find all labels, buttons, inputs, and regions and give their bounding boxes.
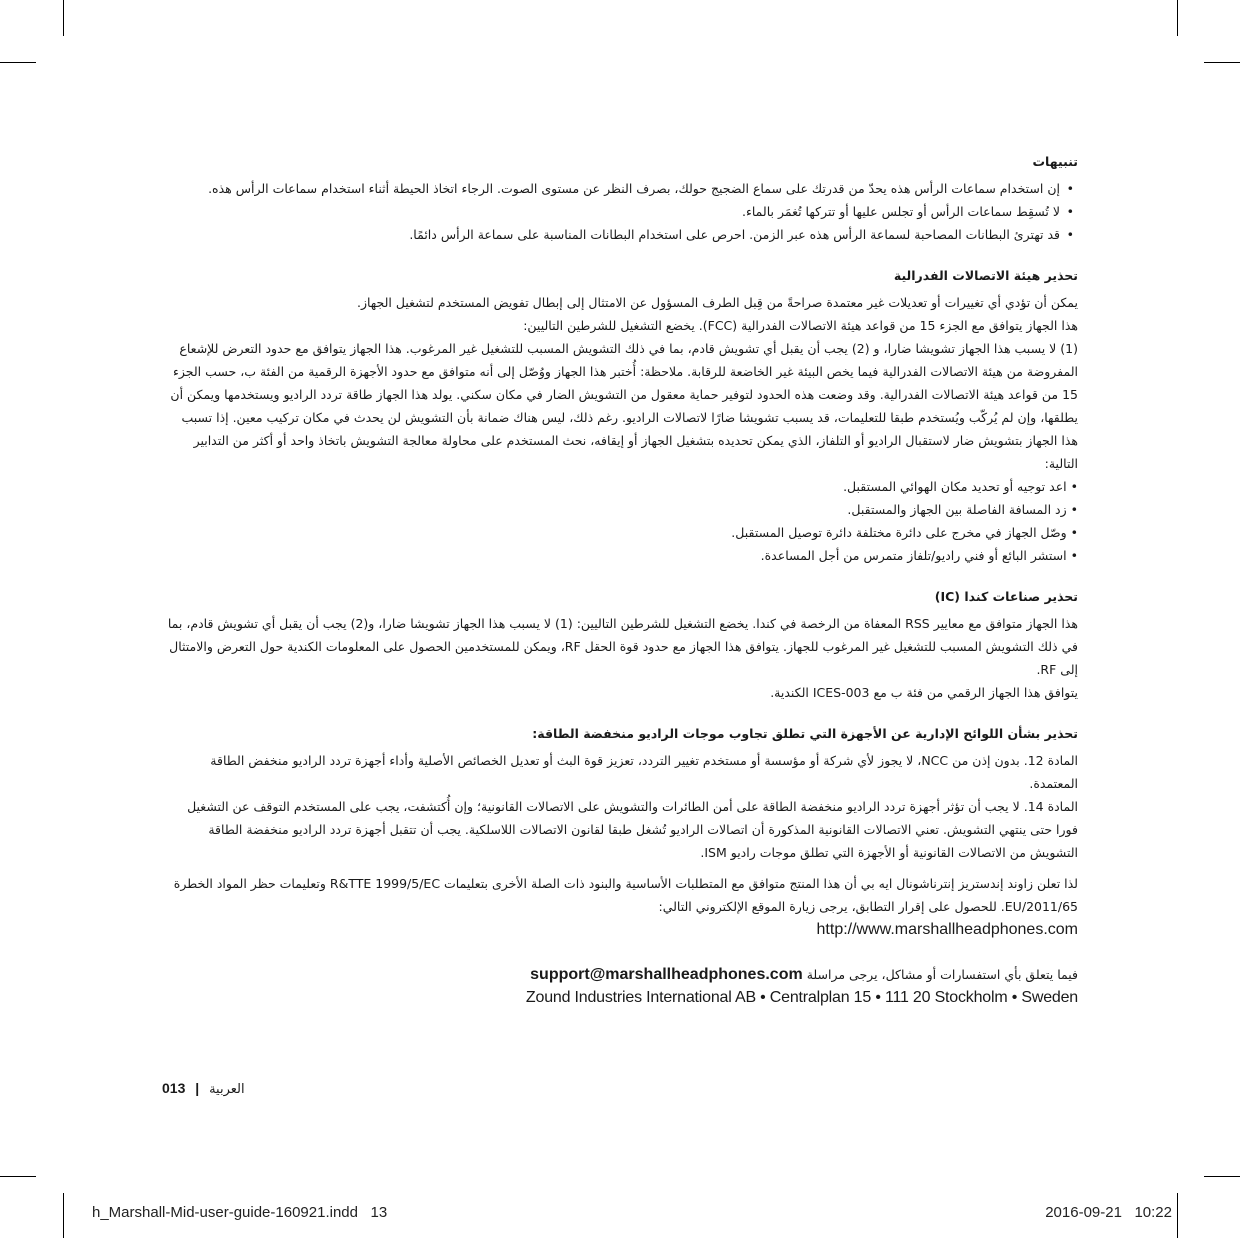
crop-mark [0,62,36,63]
crop-mark [63,1193,64,1238]
warnings-list [162,177,1078,246]
warnings-section [162,150,1078,246]
fcc-measure: • اعد توجيه أو تحديد مكان الهوائي المستقبل. [162,475,1078,498]
fcc-section [162,264,1078,567]
crop-mark [1204,1176,1240,1177]
ic-paragraph: هذا الجهاز متوافق مع معايير RSS المعفاة من الرخصة في كندا. يخضع التشغيل للشرطين التاليين: (1) لا يسبب هذا الجهاز تشويشا ضارا، و(2) يجب أن يقبل أي تشويش قادم، بما في ذلك التشويش المسبب للتشغيل غير المرغوب للجهاز. يتوافق هذا الجهاز مع حدود قوة الحقل RF، ويمكن للمستخدمين الحصول على المعلومات الكندية حول التعرض والامتثال إلى RF. [167,616,1078,677]
page-number: 013 [162,1080,186,1096]
ic-heading: تحذير صناعات كندا (IC) [934,589,1078,604]
crop-mark [0,1176,36,1177]
footer-separator: | [195,1080,200,1096]
page-footer [162,1080,245,1097]
regulations-paragraph: لذا تعلن زاوند إندستريز إنترناشونال ايه بي أن هذا المنتج متوافق مع المتطلبات الأساسية والبنود ذات الصلة الأخرى بتعليمات R&TTE 1999/5/EC وتعليمات حظر المواد الخطرة 2011/65/EU. للحصول على إقرار التطابق، يرجى زيارة الموقع الإلكتروني التالي: [173,876,1078,914]
ic-paragraph: يتوافق هذا الجهاز الرقمي من فئة ب مع ICES-003 الكندية. [770,685,1078,700]
fcc-paragraph: يمكن أن تؤدي أي تغييرات أو تعديلات غير معتمدة صراحةً من قِبل الطرف المسؤول عن الامتثال إلى إبطال تفويض المستخدم لتشغيل الجهاز. [356,295,1078,310]
support-text: فيما يتعلق بأي استفسارات أو مشاكل، يرجى مراسلة [806,967,1078,982]
regulations-paragraph: المادة 14. لا يجب أن تؤثر أجهزة تردد الراديو منخفضة الطاقة على أمن الطائرات والتشويش على الاتصالات القانونية؛ وإن أُكتشفت، يجب على المستخدم التوقف عن التشغيل فورا حتى ينتهي التشويش. تعني الاتصالات القانونية المذكورة أن اتصالات الراديو تُشغل طبقا لقانون الاتصالات اللاسلكية. يجب أن تتقبل أجهزة تردد الراديو منخفضة الطاقة التشويش من الاتصالات القانونية أو الأجهزة التي تطلق موجات راديو ISM. [187,799,1078,860]
support-section [162,963,1078,1009]
support-line [162,963,1078,986]
ic-section [162,585,1078,704]
crop-mark [63,0,64,36]
company-address: Zound Industries International AB • Centralplan 15 • 111 20 Stockholm • Sweden [525,989,1078,1006]
support-email-link[interactable]: support@marshallheadphones.com [530,966,803,983]
crop-mark [1177,1193,1178,1238]
slug-timestamp: 2016-09-21 10:22 [1045,1204,1172,1221]
website-link[interactable]: http://www.marshallheadphones.com [816,921,1078,938]
crop-mark [1204,62,1240,63]
fcc-measure: • استشر البائع أو فني راديو/تلفاز متمرس من أجل المساعدة. [162,544,1078,567]
slug-filename: h_Marshall-Mid-user-guide-160921.indd 13 [92,1204,388,1221]
fcc-measure: • وصّل الجهاز في مخرج على دائرة مختلفة دائرة توصيل المستقبل. [162,521,1078,544]
fcc-heading: تحذير هيئة الاتصالات الفدرالية [893,268,1078,283]
warning-item: • لا تُسقِط سماعات الرأس أو تجلس عليها أو تتركها تُغمَر بالماء. [162,200,1078,223]
document-body [162,150,1078,1009]
warning-item: • إن استخدام سماعات الرأس هذه يحدّ من قدرتك على سماع الضجيج حولك، بصرف النظر عن مستوى الصوت. الرجاء اتخاذ الحيطة أثناء استخدام سماعات الرأس هذه. [162,177,1078,200]
regulations-section [162,722,1078,941]
fcc-paragraph: هذا الجهاز يتوافق مع الجزء 15 من قواعد هيئة الاتصالات الفدرالية (FCC). يخضع التشغيل للشرطين التاليين: [523,318,1078,333]
fcc-measure: • زد المسافة الفاصلة بين الجهاز والمستقبل. [162,498,1078,521]
crop-mark [1177,0,1178,36]
regulations-heading: تحذير بشأن اللوائح الإدارية عن الأجهزة التي تطلق تجاوب موجات الراديو منخفضة الطاقة: [532,726,1078,741]
regulations-paragraph: المادة 12. بدون إذن من NCC، لا يجوز لأي شركة أو مؤسسة أو مستخدم تغيير التردد، تعزيز قوة البث أو تعديل الخصائص الأصلية وأداء أجهزة تردد الراديو منخفض الطاقة المعتمدة. [210,753,1078,791]
warnings-heading: تنبيهات [1032,154,1078,169]
fcc-measures-list [162,475,1078,567]
fcc-paragraph: (1) لا يسبب هذا الجهاز تشويشا ضارا، و (2) يجب أن يقبل أي تشويش قادم، بما في ذلك التشويش المسبب للتشغيل غير المرغوب. هذا الجهاز يتوافق مع حدود التعرض للإشعاع المفروضة من هيئة الاتصالات الفدرالية فيما يخص البيئة غير الخاضعة للرقابة. ملاحظة: أُختبر هذا الجهاز ووُصّل إلى أنه متوافق مع حدود الأجهزة الرقمية من الفئة ب، حسب الجزء 15 من قواعد هيئة الاتصالات الفدرالية. وقد وضعت هذه الحدود لتوفير حماية معقول من التشويش الضار في مكان سكني. يولد هذا الجهاز طاقة تردد الراديو ويستخدمها ويمكن أن يطلقها، وإن لم يُركّب ويُستخدم طبقا للتعليمات، قد يسبب تشويشا ضارًا لاتصالات الراديو. رغم ذلك، ليس هناك ضمانة بأن التشويش لن يحدث في مكان تركيب معين. إذا تسبب هذا الجهاز بتشويش ضار لاستقبال الراديو أو التلفاز، الذي يمكن تحديده بتشغيل الجهاز أو إيقافه، نحث المستخدم على محاولة معالجة التشويش باتخاذ واحد أو أكثر من التدابير التالية: [170,341,1078,471]
warning-item: • قد تهترئ البطانات المصاحبة لسماعة الرأس هذه عبر الزمن. احرص على استخدام البطانات المناسبة على سماعة الرأس دائمًا. [162,223,1078,246]
language-label: العربية [209,1082,245,1097]
